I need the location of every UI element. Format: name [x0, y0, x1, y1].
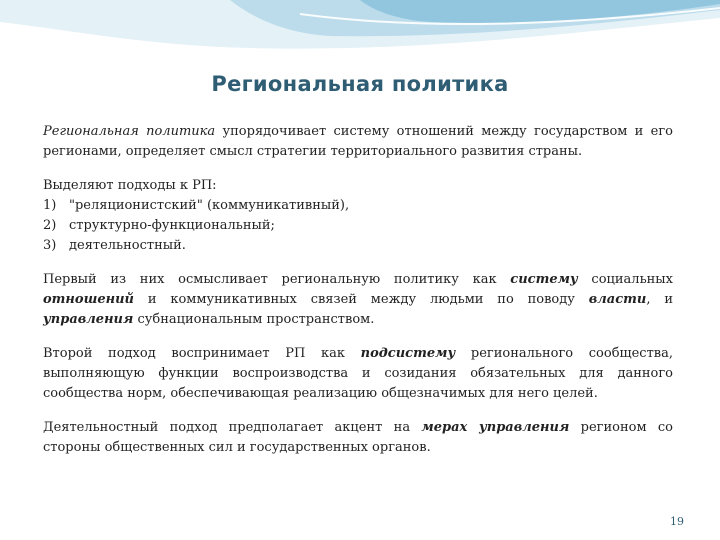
list-text: структурно-функциональный;: [69, 218, 275, 233]
approaches-block: [43, 176, 673, 256]
list-item: [43, 196, 673, 216]
header-wave-decoration: [0, 0, 720, 60]
list-number: 1): [43, 198, 57, 213]
slide-title: Региональная политика: [211, 72, 509, 96]
text-fragment: Первый из них осмысливает региональную политику как: [43, 272, 511, 287]
term-regional-policy: Региональная политика: [43, 124, 216, 139]
list-text: деятельностный.: [69, 238, 186, 253]
approaches-list: [43, 196, 673, 256]
list-number: 3): [43, 238, 57, 253]
third-approach-paragraph: [43, 418, 673, 458]
definition-paragraph: [43, 122, 673, 162]
list-text: "реляционистский" (коммуникативный),: [69, 198, 350, 213]
term-management-measures: мерах управления: [421, 420, 570, 435]
second-approach-paragraph: [43, 344, 673, 404]
term-management: управления: [43, 312, 134, 327]
text-fragment: социальных: [577, 272, 673, 287]
text-fragment: Второй подход воспринимает РП как: [43, 346, 361, 361]
list-item: [43, 236, 673, 256]
list-number: 2): [43, 218, 57, 233]
text-fragment: и коммуникативных связей между людьми по поводу: [133, 292, 589, 307]
term-relations: отношений: [43, 292, 134, 307]
list-item: [43, 216, 673, 236]
first-approach-paragraph: [43, 270, 673, 330]
approaches-intro: Выделяют подходы к РП:: [43, 178, 217, 193]
term-power: власти: [588, 292, 647, 307]
text-fragment: субнациональным пространством.: [133, 312, 375, 327]
text-fragment: Деятельностный подход предполагает акцент на: [43, 420, 422, 435]
term-system: систему: [510, 272, 578, 287]
slide-body: [43, 122, 673, 472]
definition-text: упорядочивает систему отношений между государством и его регионами, определяет смысл стратегии территориального развития страны.: [43, 124, 673, 159]
term-subsystem: подсистему: [360, 346, 456, 361]
text-fragment: , и: [646, 292, 673, 307]
text-fragment: регионального сообщества, выполняющую функции воспроизводства и созидания обязательных для данного сообщества норм, обеспечивающая реализацию общезначимых для него целей.: [43, 346, 673, 401]
text-fragment: регионом со стороны общественных сил и государственных органов.: [43, 420, 673, 455]
page-number: 19: [670, 515, 684, 528]
